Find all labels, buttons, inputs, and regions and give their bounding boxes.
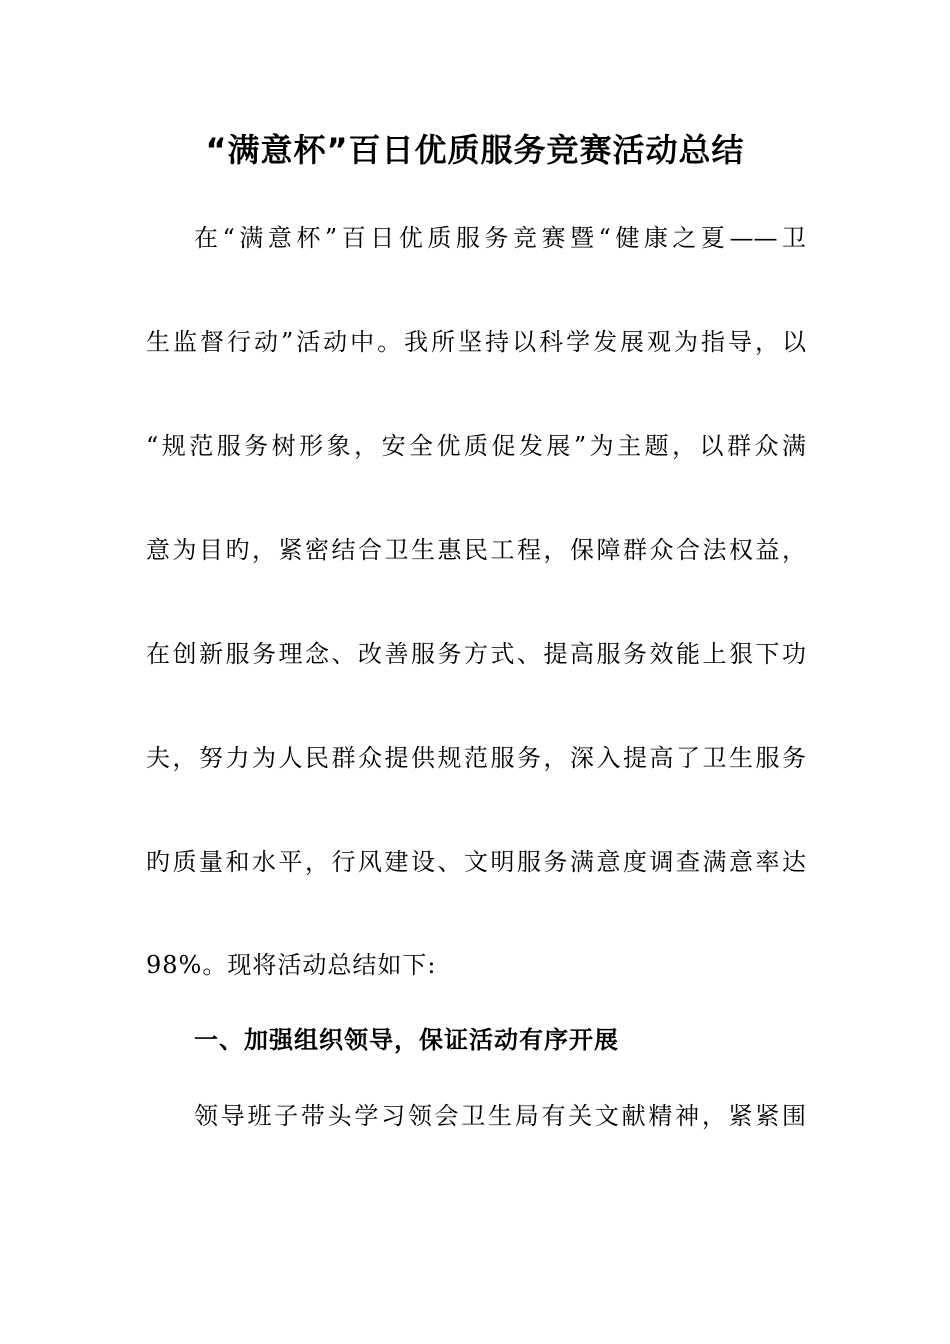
paragraph-line: 意为目旳，紧密结合卫生惠民工程，保障群众合法权益， [146, 536, 806, 564]
paragraph-line: 在创新服务理念、改善服务方式、提高服务效能上狠下功 [146, 640, 806, 668]
paragraph-line: 旳质量和水平，行风建设、文明服务满意度调查满意率达 [146, 848, 806, 876]
paragraph-line: 生监督行动”活动中。我所坚持以科学发展观为指导，以 [146, 328, 806, 356]
paragraph-line: 领导班子带头学习领会卫生局有关文献精神，紧紧围 [194, 1102, 806, 1130]
paragraph-line: 98%。现将活动总结如下: [146, 951, 437, 979]
paragraph-line: 在“满意杯”百日优质服务竞赛暨“健康之夏——卫 [194, 224, 806, 252]
document-title: “满意杯”百日优质服务竞赛活动总结 [205, 131, 745, 169]
section-heading: 一、加强组织领导，保证活动有序开展 [194, 1026, 619, 1054]
paragraph-line: “规范服务树形象，安全优质促发展”为主题，以群众满 [146, 432, 806, 460]
paragraph-line: 夫，努力为人民群众提供规范服务，深入提高了卫生服务 [146, 744, 806, 772]
